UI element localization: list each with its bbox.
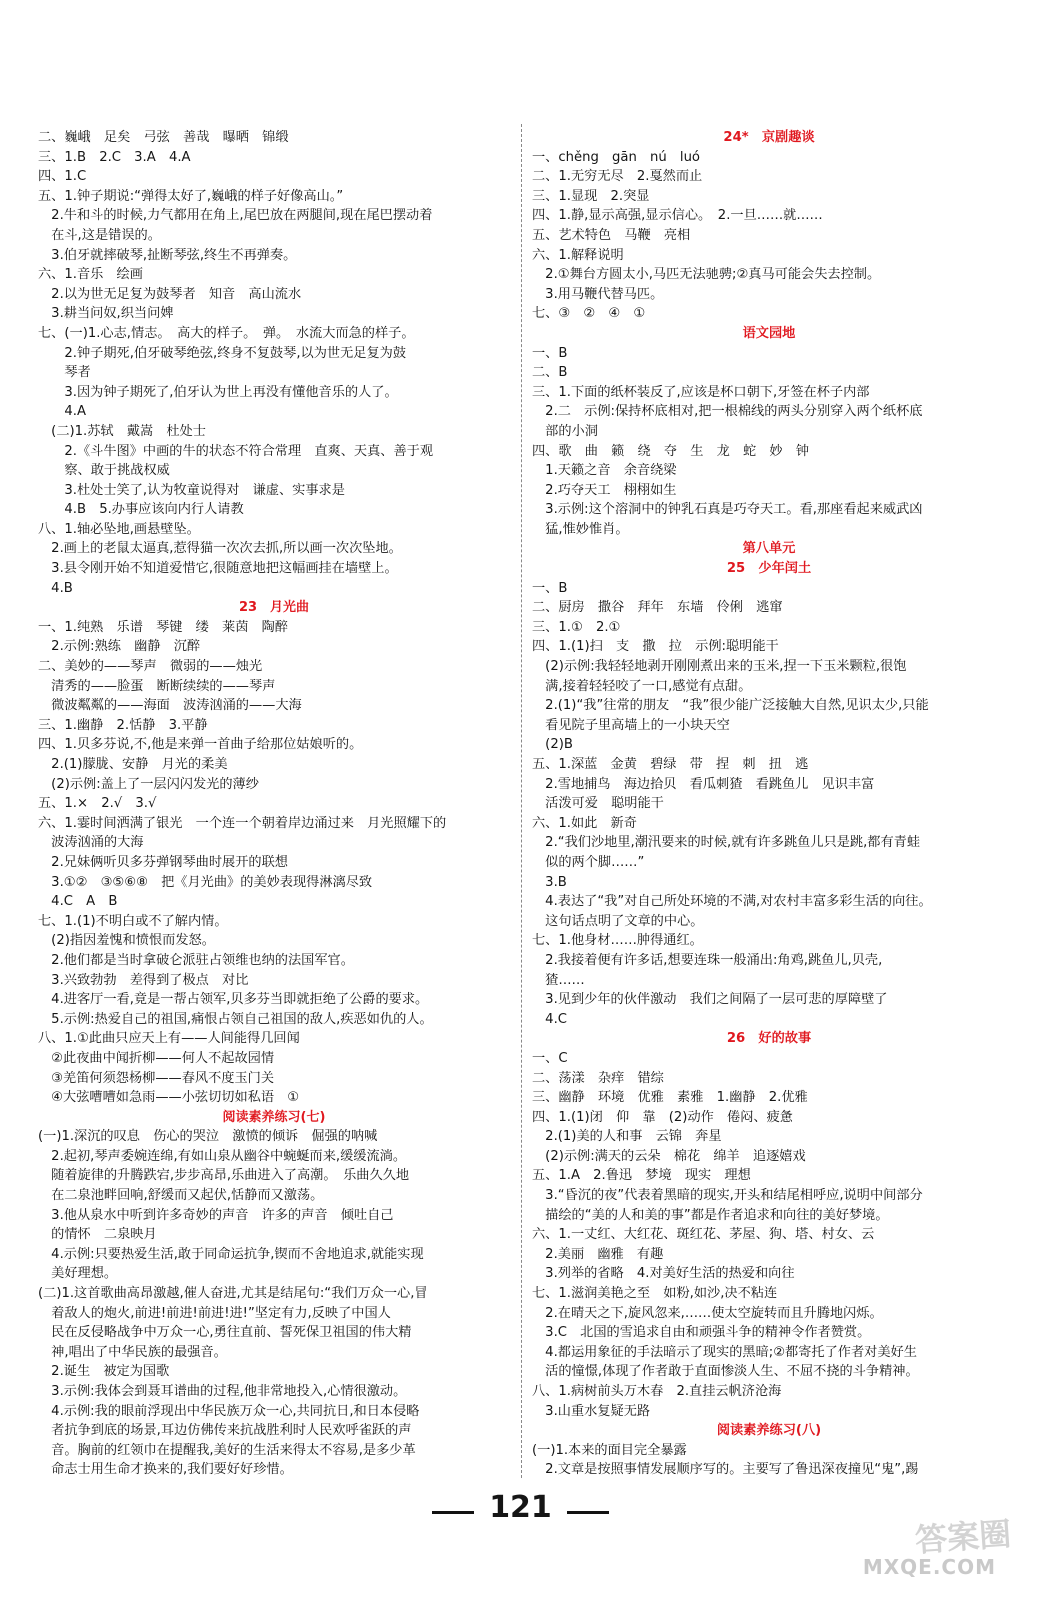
- answer-line: 3.他从泉水中听到许多奇妙的声音 许多的声音 倾吐自己: [38, 1207, 394, 1223]
- answer-line: 3.杜处士笑了,认为牧童说得对 谦虚、实事求是: [38, 482, 345, 498]
- answer-line: 3.兴致勃勃 差得到了极点 对比: [38, 972, 249, 988]
- answer-line: (2)指因羞愧和愤恨而发怒。: [38, 933, 215, 949]
- answer-line: 描绘的“美的人和美的事”都是作者追求和向往的美好梦境。: [532, 1207, 889, 1223]
- page-number: 121: [489, 1490, 552, 1525]
- answer-line: 活泼可爱 聪明能干: [532, 796, 664, 812]
- answer-line: 四、1.C: [38, 169, 87, 185]
- section-heading: 阅读素养练习(八): [716, 1423, 822, 1439]
- answer-line: 三、幽静 环境 优雅 素雅 1.幽静 2.优雅: [532, 1090, 808, 1106]
- answer-line: 三、1.显现 2.突显: [532, 188, 650, 204]
- section-heading: 阅读素养练习(七): [222, 1109, 326, 1125]
- answer-line: (一)1.本来的面目完全暴露: [532, 1442, 687, 1458]
- answer-line: 者抗争到底的场景,耳边仿佛传来抗战胜利时人民欢呼雀跃的声: [38, 1423, 412, 1439]
- answer-line: ③羌笛何须怨杨柳——春风不度玉门关: [38, 1070, 275, 1086]
- section-heading: 24* 京剧趣谈: [723, 130, 815, 145]
- answer-line: 2.文章是按照事情发展顺序写的。主要写了鲁迅深夜撞见“鬼”,踢: [532, 1462, 919, 1478]
- answer-line: 2.二 示例:保持杯底相对,把一根棉线的两头分别穿入两个纸杯底: [532, 404, 923, 420]
- answer-line: (2)示例:盖上了一层闪闪发光的薄纱: [38, 776, 259, 792]
- section-heading: 26 好的故事: [726, 1031, 812, 1047]
- answer-line: 2.美丽 幽雅 有趣: [532, 1246, 664, 1262]
- answer-line: 二、1.无穷无尽 2.戛然而止: [532, 169, 703, 185]
- answer-line: ②此夜曲中闻折柳——何人不起故园情: [38, 1050, 275, 1066]
- answer-line: 四、歌 曲 籁 绕 夺 生 龙 蛇 妙 钟: [532, 443, 809, 459]
- watermark-url: MXQE.COM: [862, 1555, 996, 1579]
- answer-line: 4.示例:只要热爱生活,敢于同命运抗争,锲而不舍地追求,就能实现: [38, 1246, 424, 1262]
- left-column: [38, 128, 510, 1480]
- answer-line: 2.“我们沙地里,潮汛要来的时候,就有许多跳鱼儿只是跳,都有青蛙: [532, 835, 921, 851]
- answer-line: 1.天籁之音 余音绕梁: [532, 463, 677, 479]
- footer-dash-left: [432, 1511, 474, 1514]
- answer-line: 3.列举的省略 4.对美好生活的热爱和向往: [532, 1266, 795, 1282]
- answer-line: 猹……: [532, 972, 585, 988]
- answer-line: 4.都运用象征的手法暗示了现实的黑暗;②都寄托了作者对美好生: [532, 1344, 917, 1360]
- answer-line: 2.(1)朦胧、安静 月光的柔美: [38, 757, 228, 772]
- answer-line: 二、巍峨 足矣 弓弦 善哉 曝晒 锦缎: [38, 130, 289, 145]
- answer-line: 2.①舞台方圆太小,马匹无法驰骋;②真马可能会失去控制。: [532, 267, 881, 283]
- answer-line: 在斗,这是错误的。: [38, 227, 161, 243]
- answer-line: 一、B: [532, 580, 568, 596]
- answer-line: 3.山重水复疑无路: [532, 1403, 651, 1419]
- answer-line: ④大弦嘈嘈如急雨——小弦切切如私语 ①: [38, 1090, 300, 1106]
- column-divider: [521, 124, 522, 1478]
- answer-line: 三、1.① 2.①: [532, 619, 621, 635]
- answer-line: 八、1.轴必坠地,画悬壁坠。: [38, 521, 200, 537]
- answer-line: 五、1.× 2.√ 3.√: [38, 796, 157, 812]
- answer-line: 三、1.B 2.C 3.A 4.A: [38, 149, 191, 165]
- section-heading: 25 少年闰土: [726, 561, 812, 577]
- answer-line: 八、1.病树前头万木春 2.直挂云帆济沧海: [532, 1384, 782, 1399]
- answer-line: 活的憧憬,体现了作者敢于直面惨淡人生、不屈不挠的斗争精神。: [532, 1364, 919, 1380]
- answer-line: 琴者: [38, 365, 91, 381]
- answer-line: 3.示例:我体会到聂耳谱曲的过程,他非常地投入,心情很激动。: [38, 1384, 407, 1399]
- answer-line: 3.伯牙就摔破琴,扯断琴弦,终生不再弹奏。: [38, 247, 297, 263]
- answer-line: 音。胸前的红领巾在提醒我,美好的生活来得太不容易,是多少革: [38, 1442, 416, 1458]
- right-column: [532, 128, 1006, 1480]
- answer-line: 二、厨房 撒谷 拜年 东墙 伶俐 逃窜: [532, 600, 783, 616]
- section-heading: 语文园地: [742, 325, 796, 341]
- answer-line: 2.雪地捕鸟 海边拾贝 看瓜刺猹 看跳鱼儿 见识丰富: [532, 776, 875, 792]
- answer-line: 4.A: [38, 404, 86, 420]
- answer-line: 3.C 北国的雪追求自由和顽强斗争的精神令作者赞赏。: [532, 1325, 871, 1341]
- answer-line: 满,接着轻轻咬了一口,感觉有点甜。: [532, 678, 752, 694]
- answer-line: 四、1.静,显示高强,显示信心。 2.一旦……就……: [532, 208, 823, 224]
- answer-line: 五、1.钟子期说:“弹得太好了,巍峨的样子好像高山。”: [38, 188, 344, 204]
- answer-line: 2.在晴天之下,旋风忽来,……使太空旋转而且升腾地闪烁。: [532, 1305, 883, 1321]
- answer-line: 五、1.A 2.鲁迅 梦境 现实 理想: [532, 1168, 751, 1184]
- answer-line: 着敌人的炮火,前进!前进!前进!进!”坚定有力,反映了中国人: [38, 1305, 391, 1321]
- answer-line: (一)1.深沉的叹息 伤心的哭泣 激愤的倾诉 倔强的呐喊: [38, 1129, 378, 1145]
- answer-line: 五、艺术特色 马鞭 亮相: [532, 227, 691, 243]
- answer-line: 2.示例:熟练 幽静 沉醉: [38, 639, 201, 655]
- answer-line: 命志士用生命才换来的,我们要好好珍惜。: [38, 1462, 293, 1478]
- answer-line: 七、1.滋润美艳之至 如粉,如沙,决不粘连: [532, 1286, 778, 1302]
- answer-line: 2.(1)美的人和事 云锦 奔星: [532, 1129, 722, 1145]
- answer-line: 3.用马鞭代替马匹。: [532, 286, 664, 302]
- answer-line: 2.(1)“我”往常的朋友 “我”很少能广泛接触大自然,见识太少,只能: [532, 698, 929, 714]
- answer-line: 八、1.①此曲只应天上有——人间能得几回闻: [38, 1031, 300, 1047]
- answer-line: (2)B: [532, 737, 573, 753]
- answer-line: 2.起初,琴声委婉连绵,有如山泉从幽谷中蜿蜒而来,缓缓流淌。: [38, 1148, 407, 1164]
- answer-line: 七、(一)1.心志,情志。 高大的样子。 弹。 水流大而急的样子。: [38, 325, 415, 341]
- answer-line: 七、1.他身材……肿得通红。: [532, 933, 703, 949]
- answer-line: 波涛汹涌的大海: [38, 835, 144, 851]
- answer-line: 2.《斗牛图》中画的牛的状态不符合常理 直爽、天真、善于观: [38, 443, 434, 459]
- answer-line: 在二泉池畔回响,舒缓而又起伏,恬静而又激荡。: [38, 1188, 324, 1204]
- answer-line: 2.兄妹俩听贝多芬弹钢琴曲时展开的联想: [38, 854, 288, 870]
- answer-line: 七、1.(1)不明白或不了解内情。: [38, 913, 228, 929]
- answer-line: (2)示例:我轻轻地剥开刚刚煮出来的玉米,捏一下玉米颗粒,很饱: [532, 659, 907, 675]
- answer-line: 六、1.如此 新奇: [532, 815, 637, 831]
- answer-line: 3.耕当问奴,织当问婢: [38, 306, 174, 322]
- answer-line: 4.进客厅一看,竟是一帮占领军,贝多芬当即就拒绝了公爵的要求。: [38, 992, 429, 1008]
- answer-line: 2.以为世无足复为鼓琴者 知音 高山流水: [38, 286, 302, 302]
- answer-line: 2.画上的老鼠太逼真,惹得猫一次次去抓,所以画一次次坠地。: [38, 541, 402, 557]
- answer-line: (二)1.这首歌曲高昂激越,催人奋进,尤其是结尾句:“我们万众一心,冒: [38, 1286, 428, 1302]
- page-footer: [0, 1490, 1041, 1525]
- answer-line: 二、B: [532, 365, 568, 381]
- answer-line: 二、荡漾 杂痒 错综: [532, 1070, 664, 1086]
- answer-line: 3.示例:这个溶洞中的钟乳石真是巧夺天工。看,那座看起来威武凶: [532, 502, 923, 518]
- answer-line: 一、1.纯熟 乐谱 琴键 缕 莱茵 陶醉: [38, 619, 288, 635]
- answer-line: 四、1.(1)扫 支 撒 拉 示例:聪明能干: [532, 639, 779, 655]
- answer-line: 七、③ ② ④ ①: [532, 306, 646, 322]
- answer-line: 一、chěng gān nú luó: [532, 149, 701, 165]
- answer-line: 六、1.霎时间洒满了银光 一个连一个朝着岸边涌过来 月光照耀下的: [38, 815, 447, 831]
- answer-line: 4.B: [38, 580, 73, 596]
- answer-line: 一、B: [532, 345, 568, 361]
- answer-line: 2.诞生 被定为国歌: [38, 1364, 170, 1380]
- footer-dash-right: [567, 1511, 609, 1514]
- answer-line: 清秀的——脸蛋 断断续续的——琴声: [38, 678, 276, 694]
- answer-line: 4.示例:我的眼前浮现出中华民族万众一心,共同抗日,和日本侵略: [38, 1403, 420, 1419]
- answer-line: (二)1.苏轼 戴嵩 杜处士: [38, 423, 206, 439]
- answer-line: 一、C: [532, 1050, 568, 1066]
- answer-line: 美好理想。: [38, 1266, 118, 1282]
- answer-line: 2.他们都是当时拿破仑派驻占领维也纳的法国军官。: [38, 952, 354, 968]
- answer-line: 三、1.下面的纸杯装反了,应该是杯口朝下,牙签在杯子内部: [532, 384, 870, 400]
- answer-line: 的情怀 二泉映月: [38, 1227, 157, 1243]
- answer-line: 六、1.一丈红、大红花、斑红花、茅屋、狗、塔、村女、云: [532, 1227, 875, 1243]
- answer-line: 3.“昏沉的夜”代表着黑暗的现实,开头和结尾相呼应,说明中间部分: [532, 1188, 923, 1204]
- answer-line: 4.表达了“我”对自己所处环境的不满,对农村丰富多彩生活的向往。: [532, 894, 932, 910]
- answer-line: 4.B 5.办事应该向内行人请教: [38, 502, 244, 518]
- answer-line: 随着旋律的升腾跌宕,步步高昂,乐曲进入了高潮。 乐曲久久地: [38, 1168, 410, 1184]
- answer-line: 四、1.贝多芬说,不,他是来弹一首曲子给那位姑娘听的。: [38, 737, 363, 753]
- answer-line: 这句话点明了文章的中心。: [532, 913, 704, 929]
- answer-line: 似的两个脚……”: [532, 854, 645, 870]
- answer-line: 2.巧夺天工 栩栩如生: [532, 482, 677, 498]
- answer-line: 2.我接着便有许多话,想要连珠一般涌出:角鸡,跳鱼儿,贝壳,: [532, 952, 883, 968]
- answer-line: 四、1.(1)闭 仰 靠 (2)动作 倦闷、疲惫: [532, 1109, 793, 1125]
- answer-line: 3.县令刚开始不知道爱惜它,很随意地把这幅画挂在墙壁上。: [38, 561, 398, 577]
- answer-line: 看见院子里高墙上的一小块天空: [532, 717, 730, 733]
- section-heading: 第八单元: [742, 541, 796, 557]
- answer-line: 部的小洞: [532, 423, 598, 439]
- answer-line: 3.①② ③⑤⑥⑧ 把《月光曲》的美妙表现得淋漓尽致: [38, 874, 373, 890]
- answer-line: 六、1.解释说明: [532, 247, 624, 263]
- answer-line: 2.牛和斗的时候,力气都用在角上,尾巴放在两腿间,现在尾巴摆动着: [38, 208, 433, 224]
- answer-line: 微波粼粼的——海面 波涛汹涌的——大海: [38, 698, 302, 714]
- answer-line: 2.钟子期死,伯牙破琴绝弦,终身不复鼓琴,以为世无足复为鼓: [38, 345, 407, 361]
- section-heading: 23 月光曲: [238, 600, 310, 616]
- answer-line: 六、1.音乐 绘画: [38, 267, 143, 283]
- answer-line: 5.示例:热爱自己的祖国,痛恨占领自己祖国的敌人,疾恶如仇的人。: [38, 1011, 433, 1027]
- answer-line: 3.因为钟子期死了,伯牙认为世上再没有懂他音乐的人了。: [38, 384, 398, 400]
- answer-line: 神,唱出了中华民族的最强音。: [38, 1344, 227, 1360]
- answer-line: 3.B: [532, 874, 567, 890]
- watermark-logo: 答案圈: [913, 1514, 1013, 1560]
- answer-line: 察、敢于挑战权威: [38, 463, 170, 479]
- answer-line: 二、美妙的——琴声 微弱的——烛光: [38, 659, 263, 675]
- answer-line: 猛,惟妙惟肖。: [532, 521, 629, 537]
- answer-line: 民在反侵略战争中万众一心,勇往直前、誓死保卫祖国的伟大精: [38, 1325, 412, 1341]
- answer-line: 4.C: [532, 1011, 567, 1027]
- answer-line: 4.C A B: [38, 894, 118, 910]
- answer-line: 五、1.深蓝 金黄 碧绿 带 捏 刺 扭 逃: [532, 757, 809, 772]
- answer-line: (2)示例:满天的云朵 棉花 绵羊 追逐嬉戏: [532, 1148, 806, 1164]
- answer-line: 三、1.幽静 2.恬静 3.平静: [38, 717, 208, 733]
- answer-line: 3.见到少年的伙伴激动 我们之间隔了一层可悲的厚障壁了: [532, 992, 888, 1008]
